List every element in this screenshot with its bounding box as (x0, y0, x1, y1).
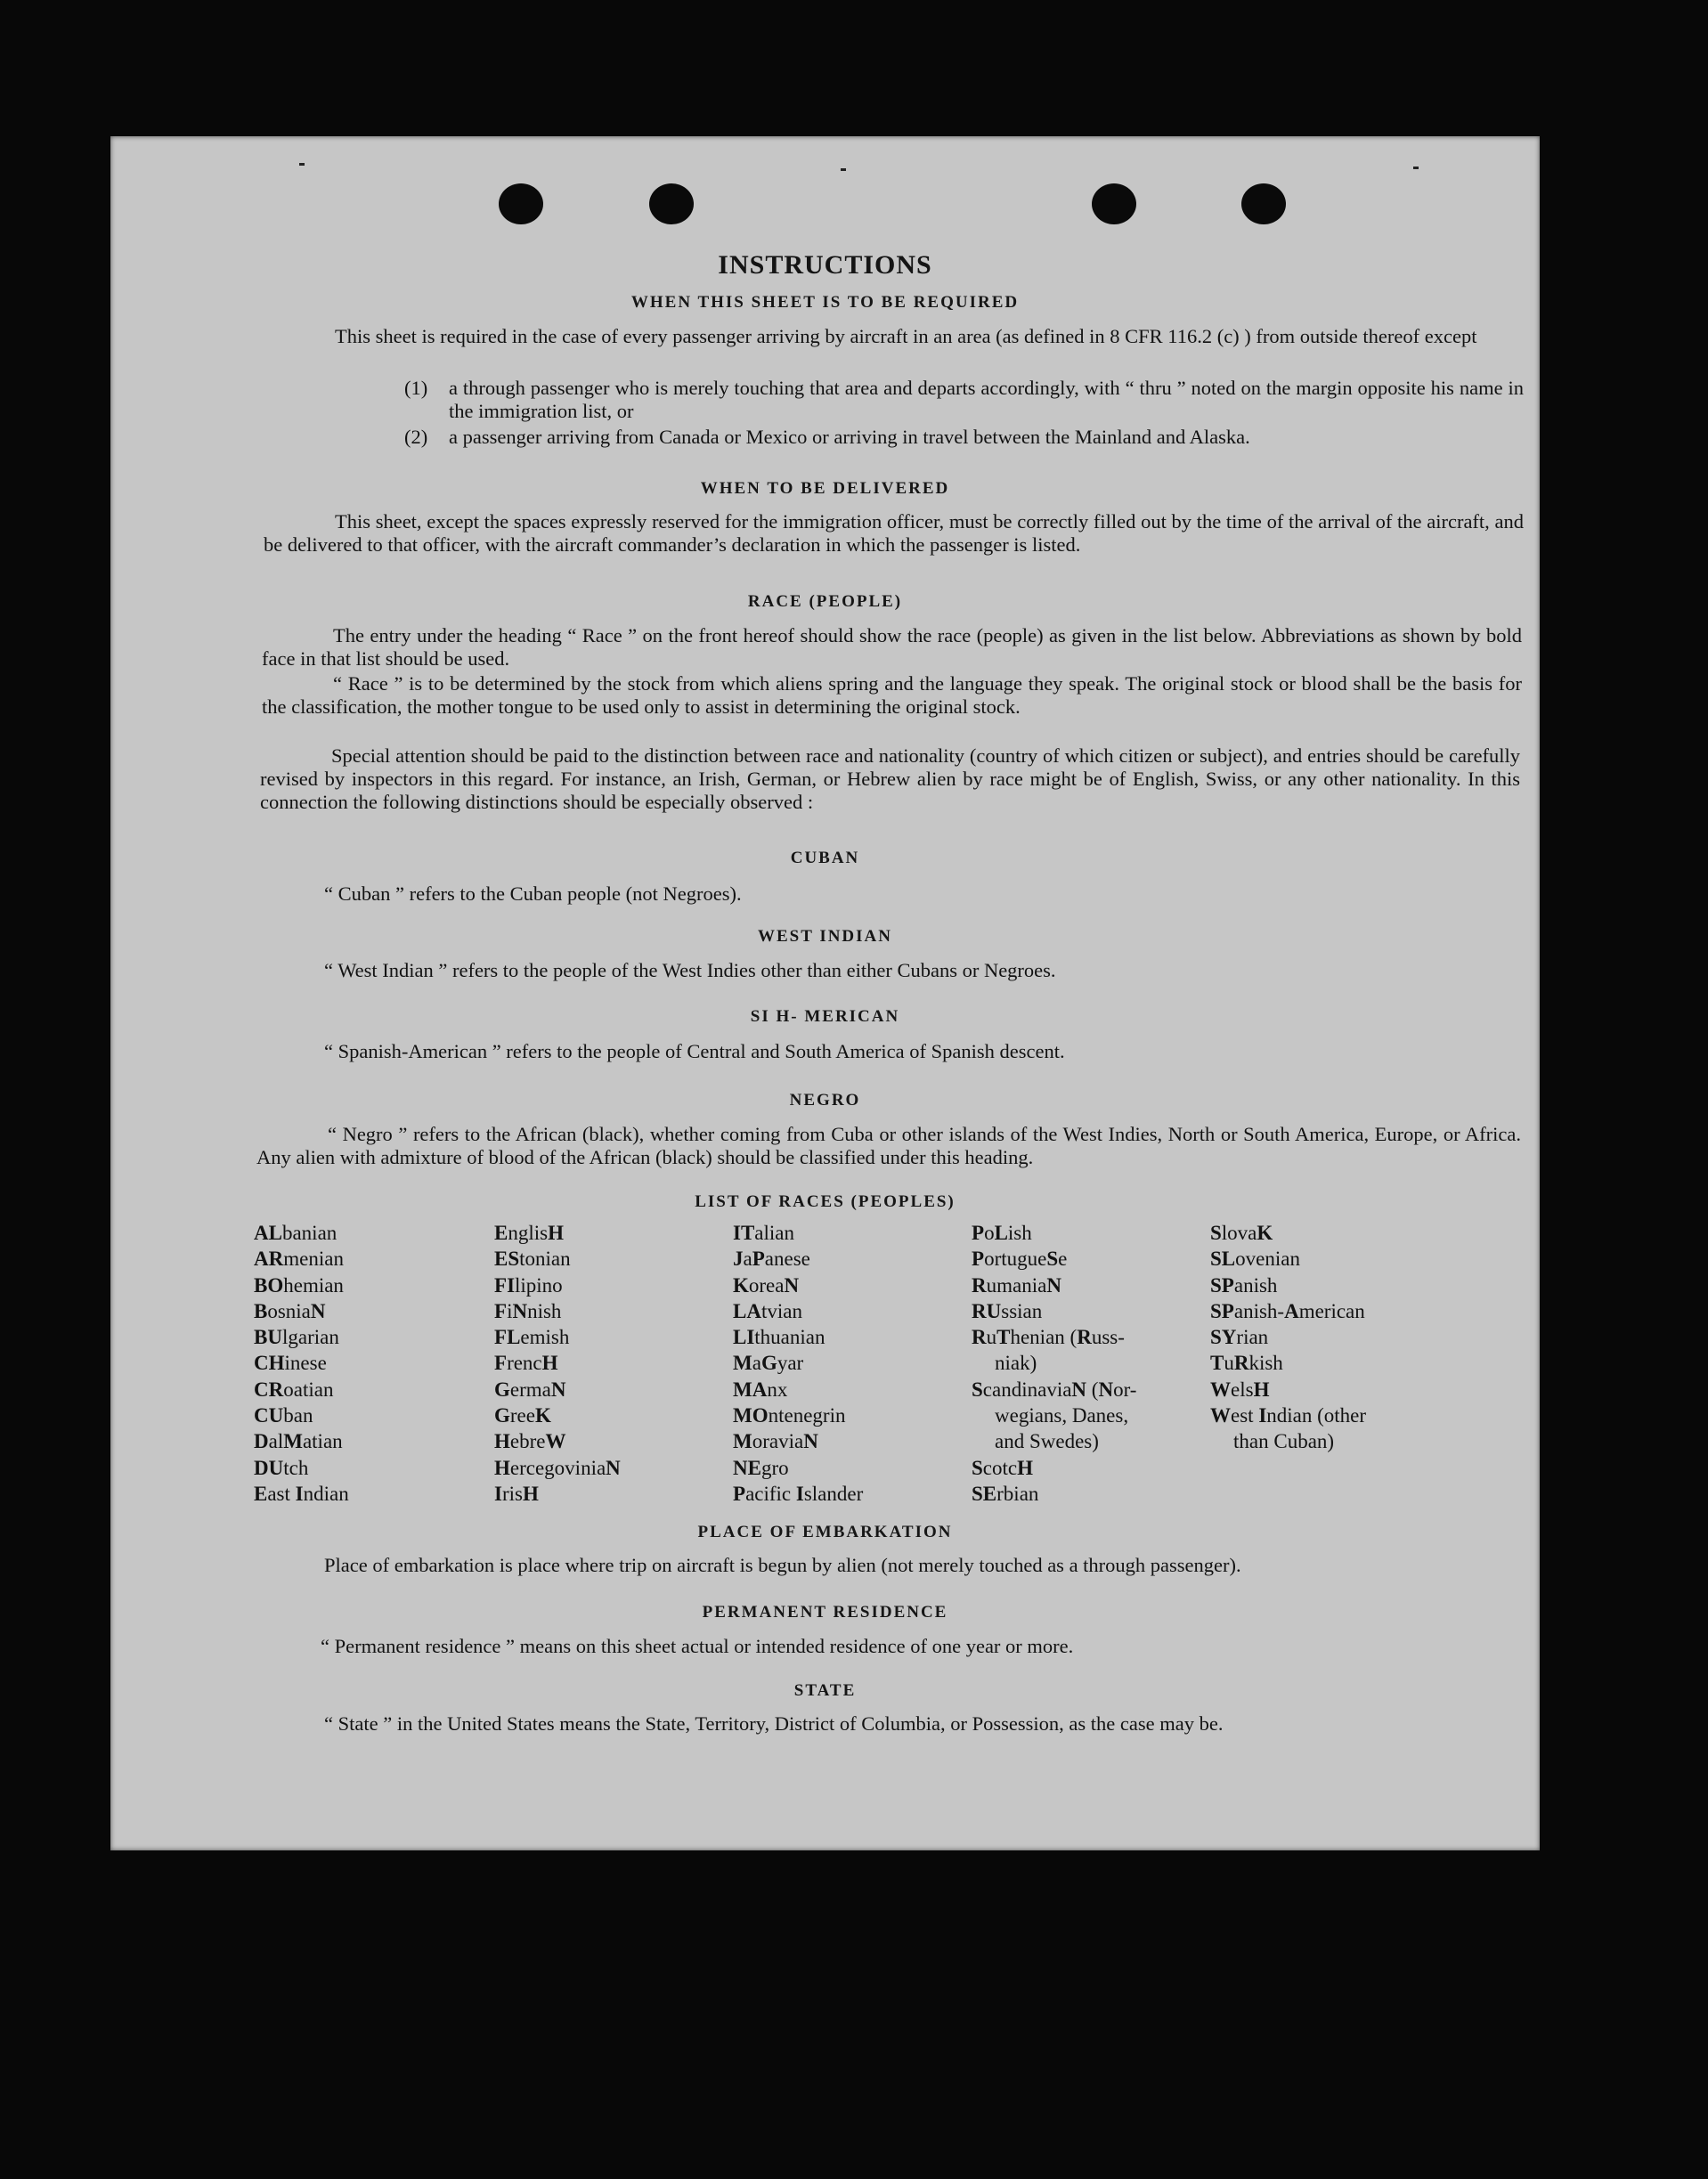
race-entry: BOhemian (254, 1273, 344, 1297)
race-paragraph-2: “ Race ” is to be determined by the stock from which aliens spring and the language they speak. The original stock or blood shall be the basis for the classification, the mother tongue to be used only to assist in determining the original stock. (262, 672, 1522, 718)
race-entry: SYrian (1210, 1326, 1269, 1349)
race-entry: SPanish-American (1210, 1299, 1365, 1322)
race-entry: niak) (995, 1352, 1037, 1375)
race-entry: CRoatian (254, 1378, 334, 1401)
heading-state: STATE (793, 1681, 857, 1700)
race-entry: RumaniaN (972, 1273, 1061, 1297)
residence-text: “ Permanent residence ” means on this sheet actual or intended residence of one year or more. (321, 1635, 1074, 1657)
speck (299, 163, 305, 166)
delivered-text: This sheet, except the spaces expressly reserved for the immigration officer, must be correctly filled out by the time of the arrival of the aircraft, and be delivered to that officer, with the aircraft commander’s declaration in which the passenger is listed. (264, 510, 1524, 556)
race-entry: SLovenian (1210, 1248, 1300, 1271)
race-entry: West Indian (other (1210, 1404, 1367, 1427)
race-entry: HebreW (494, 1430, 566, 1453)
race-entry: MOntenegrin (733, 1404, 846, 1427)
state-text: “ State ” in the United States means the State, Territory, District of Columbia, or Possession, as the case may be. (324, 1712, 1224, 1735)
race-entry: SPanish (1210, 1273, 1278, 1297)
races-column (1210, 1220, 1366, 1455)
race-entry: IrisH (494, 1482, 539, 1505)
page-title: INSTRUCTIONS (718, 250, 932, 280)
race-entry: ScotcH (972, 1456, 1033, 1479)
race-entry: East Indian (254, 1482, 349, 1505)
race-entry: GreeK (494, 1404, 551, 1427)
exception-item-2: (2) a passenger arriving from Canada or Mexico or arriving in travel between the Mainland and Alaska. (404, 426, 1250, 448)
race-entry: PortugueSe (972, 1248, 1068, 1271)
race-entry: RuThenian (Russ- (972, 1326, 1125, 1349)
race-entry: CHinese (254, 1352, 327, 1375)
race-entry: PoLish (972, 1222, 1032, 1244)
race-entry: MoraviaN (733, 1430, 818, 1453)
race-entry: LIthuanian (733, 1326, 826, 1349)
race-entry: EStonian (494, 1248, 571, 1271)
race-entry: MAnx (733, 1378, 788, 1401)
heading-negro: NEGRO (789, 1091, 861, 1110)
heading-delivered: WHEN TO BE DELIVERED (700, 479, 950, 498)
race-entry: SErbian (972, 1482, 1039, 1505)
heading-west-indian: WEST INDIAN (758, 927, 892, 946)
race-entry: HercegoviniaN (494, 1456, 621, 1479)
punch-hole (649, 183, 694, 224)
embarkation-text: Place of embarkation is place where trip on aircraft is begun by alien (not merely touched as a through passenger). (324, 1554, 1241, 1576)
race-entry: RUssian (972, 1299, 1043, 1322)
races-column (972, 1220, 1136, 1507)
race-entry: GermaN (494, 1378, 566, 1401)
race-entry: TuRkish (1210, 1352, 1283, 1375)
race-entry: FIlipino (494, 1273, 563, 1297)
speck (1413, 167, 1419, 169)
required-intro: This sheet is required in the case of every passenger arriving by aircraft in an area (as defined in 8 CFR 116.2 (c) ) from outside thereof except (335, 325, 1477, 347)
punch-hole (1241, 183, 1286, 224)
races-column (494, 1220, 621, 1507)
race-entry: FLemish (494, 1326, 570, 1349)
race-entry: NEgro (733, 1456, 789, 1479)
race-entry: WelsH (1210, 1378, 1270, 1401)
heading-embarkation: PLACE OF EMBARKATION (697, 1523, 953, 1541)
cuban-text: “ Cuban ” refers to the Cuban people (not Negroes). (324, 882, 742, 905)
race-entry: ITalian (733, 1222, 794, 1244)
race-entry: wegians, Danes, (995, 1404, 1129, 1427)
race-entry: Pacific Islander (733, 1482, 864, 1505)
race-entry: BosniaN (254, 1299, 326, 1322)
race-entry: ALbanian (254, 1222, 338, 1244)
race-entry: DUtch (254, 1456, 309, 1479)
race-entry: JaPanese (733, 1248, 810, 1271)
race-entry: SlovaK (1210, 1222, 1273, 1244)
race-entry: ARmenian (254, 1248, 344, 1271)
races-column (733, 1220, 863, 1507)
heading-residence: PERMANENT RESIDENCE (702, 1603, 948, 1622)
heading-spanish-american: SI H- MERICAN (750, 1007, 900, 1026)
race-entry: LAtvian (733, 1299, 802, 1322)
heading-race: RACE (PEOPLE) (747, 592, 903, 611)
west-indian-text: “ West Indian ” refers to the people of the West Indies other than either Cubans or Negroes. (324, 959, 1056, 981)
heading-cuban: CUBAN (790, 849, 860, 867)
race-paragraph-1: The entry under the heading “ Race ” on the front hereof should show the race (people) as given in the list below. Abbreviations as shown by bold face in that list should be used. (262, 624, 1522, 670)
race-entry: BUlgarian (254, 1326, 339, 1349)
race-entry: EnglisH (494, 1222, 564, 1244)
race-entry: ScandinaviaN (Nor- (972, 1378, 1137, 1401)
heading-required: WHEN THIS SHEET IS TO BE REQUIRED (630, 293, 1020, 312)
races-column (254, 1220, 349, 1507)
race-entry: and Swedes) (995, 1430, 1099, 1453)
speck (841, 168, 846, 171)
race-paragraph-3: Special attention should be paid to the distinction between race and nationality (country of which citizen or subject), and entries should be carefully revised by inspectors in this regard. For instance, an Irish, German, or Hebrew alien by race might be of English, Swiss, or any other nationality. In this connection the following distinctions should be especially observed : (260, 744, 1520, 813)
race-entry: DalMatian (254, 1430, 343, 1453)
exception-item-1: (1) a through passenger who is merely touching that area and departs accordingly, with “ thru ” noted on the margin opposite his name in the immigration list, or (404, 377, 1524, 422)
race-entry: FiNnish (494, 1299, 562, 1322)
race-entry: FrencH (494, 1352, 558, 1375)
race-entry: MaGyar (733, 1352, 804, 1375)
punch-hole (1092, 183, 1136, 224)
heading-list-of-races: LIST OF RACES (PEOPLES) (695, 1192, 956, 1211)
race-entry: than Cuban) (1233, 1430, 1335, 1453)
spanish-american-text: “ Spanish-American ” refers to the people of Central and South America of Spanish descent. (324, 1040, 1065, 1062)
punch-hole (499, 183, 543, 224)
negro-text: “ Negro ” refers to the African (black), whether coming from Cuba or other islands of the West Indies, North or South America, Europe, or Africa. Any alien with admixture of blood of the African (black) should be classified under this heading. (256, 1123, 1521, 1168)
instruction-sheet (110, 136, 1540, 1850)
race-entry: CUban (254, 1404, 313, 1427)
race-entry: KoreaN (733, 1273, 800, 1297)
